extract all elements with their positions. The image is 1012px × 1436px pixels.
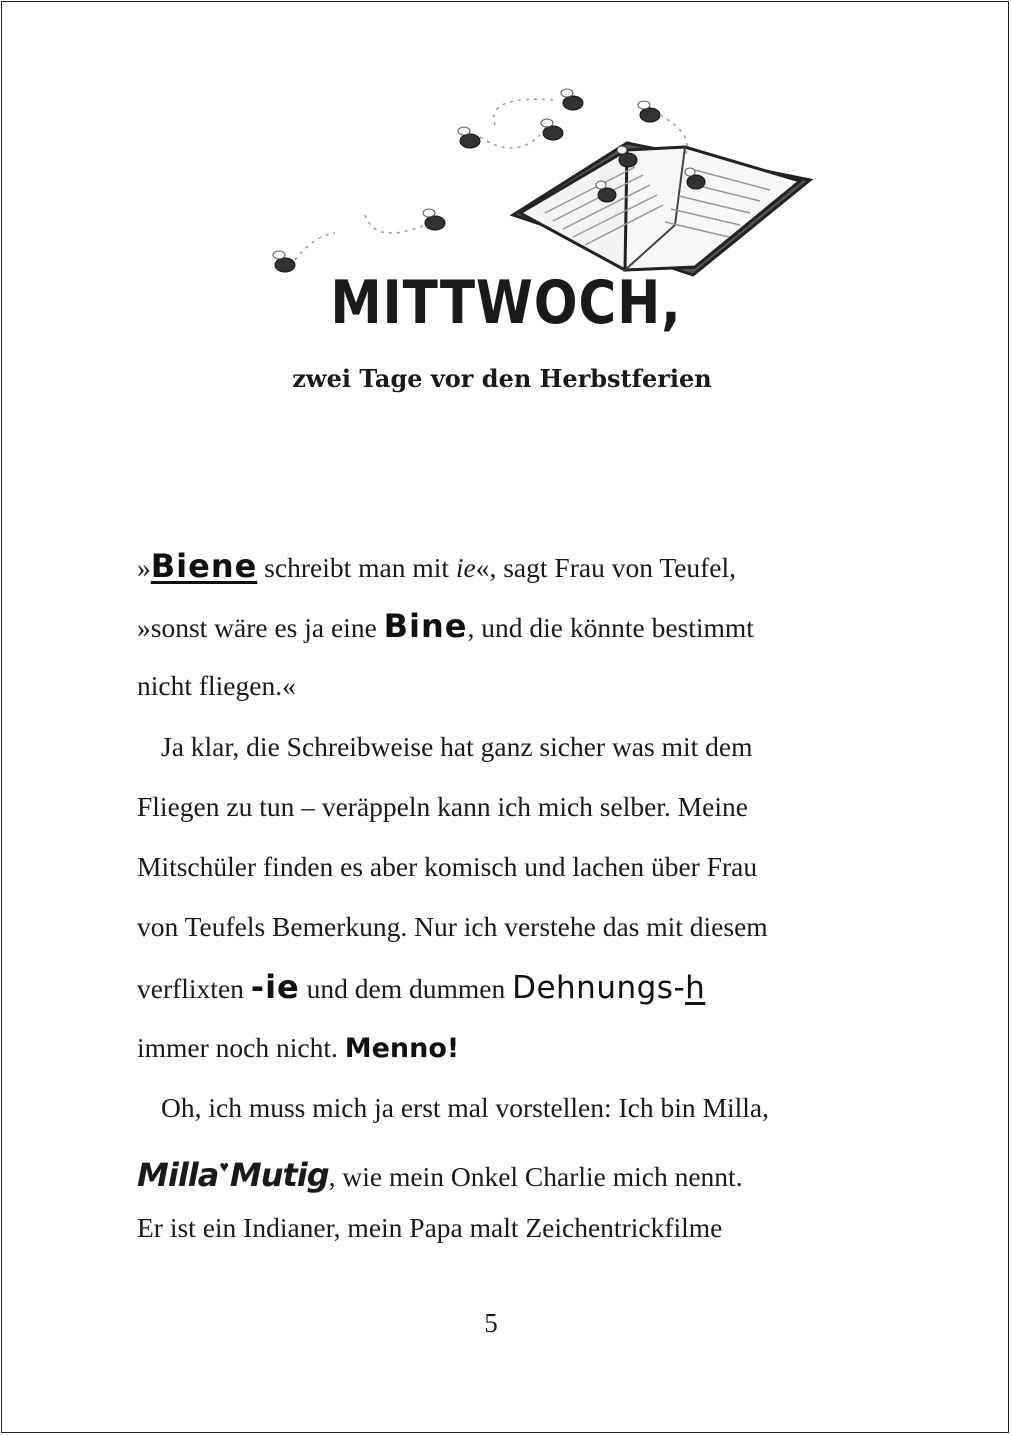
text-line: Milla♥Mutig, wie mein Onkel Charlie mich nennt. bbox=[137, 1155, 743, 1194]
text-line: »sonst wäre es ja eine Bine, und die könnte bestimmt bbox=[137, 607, 754, 646]
book-and-bees-illustration bbox=[255, 75, 825, 285]
handwritten-word: Bine bbox=[383, 607, 468, 646]
handwritten-word: Biene bbox=[150, 547, 258, 585]
text-line: Mitschüler finden es aber komisch und lachen über Frau bbox=[137, 850, 758, 882]
text-line: immer noch nicht. Menno! bbox=[137, 1031, 460, 1064]
handwritten-word: h bbox=[685, 970, 706, 1007]
page-number: 5 bbox=[484, 1308, 498, 1338]
handwritten-name: Mutig bbox=[229, 1155, 329, 1194]
chapter-subtitle: zwei Tage vor den Herbstferien bbox=[292, 364, 712, 393]
text-line: »Biene schreibt man mit ie«, sagt Frau von Teufel, bbox=[137, 547, 737, 585]
text-line: Ja klar, die Schreibweise hat ganz sicher was mit dem bbox=[161, 730, 753, 762]
handwritten-name: Milla bbox=[137, 1155, 219, 1194]
text-line: Fliegen zu tun – veräppeln kann ich mich selber. Meine bbox=[137, 790, 748, 822]
text-line: nicht fliegen.« bbox=[137, 670, 296, 702]
handwritten-word: -ie bbox=[250, 968, 300, 1007]
chapter-title: MITTWOCH, bbox=[330, 268, 682, 338]
text-line: Oh, ich muss mich ja erst mal vorstellen: Ich bin Milla, bbox=[161, 1091, 769, 1123]
text-line: von Teufels Bemerkung. Nur ich verstehe das mit diesem bbox=[137, 911, 768, 943]
handwritten-word: Dehnungs- bbox=[512, 970, 686, 1007]
body-text bbox=[137, 536, 877, 1258]
text-line: verflixten -ie und dem dummen Dehnungs-h bbox=[137, 968, 706, 1007]
handwritten-word: Menno! bbox=[344, 1032, 460, 1064]
heart-icon: ♥ bbox=[219, 1158, 229, 1176]
open-book-icon bbox=[513, 143, 810, 275]
text-line: Er ist ein Indianer, mein Papa malt Zeichentrickfilme bbox=[137, 1212, 723, 1244]
